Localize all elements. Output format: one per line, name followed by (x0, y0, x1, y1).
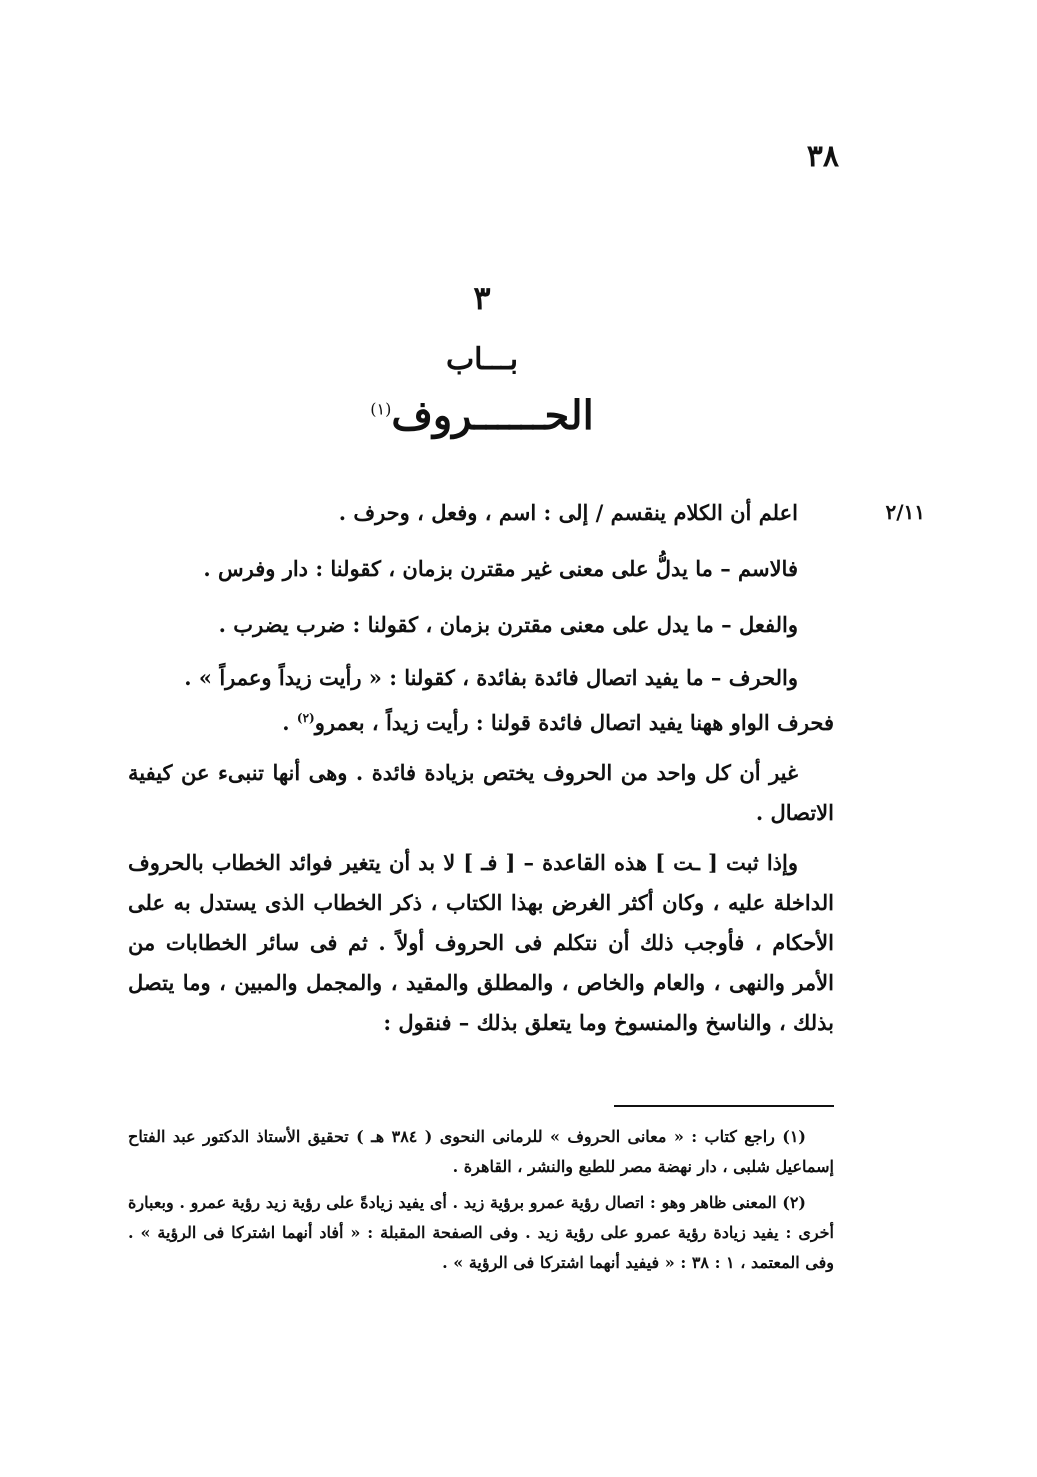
footnote-marker: (٢) (296, 711, 315, 725)
paragraph: فالاسم – ما يدلُّ على معنى غير مقترن بزمان ، كقولنا : دار وفرس . (203, 556, 798, 581)
paragraph: اعلم أن الكلام ينقسم / إلى : اسم ، وفعل ، وحرف . (338, 500, 798, 525)
chapter-title-text: الحــــــروف (391, 392, 594, 439)
footnotes (128, 1122, 834, 1284)
footnote-divider (614, 1105, 834, 1107)
chapter-number: ٣ (473, 279, 491, 317)
main-text (128, 490, 834, 1053)
chapter-title-footnote-marker: (١) (370, 399, 392, 419)
chapter-title (0, 392, 964, 440)
paragraph: والحرف – ما يفيد اتصال فائدة بفائدة ، كقولنا : « رأيت زيداً وعمراً » . (184, 665, 798, 690)
paragraph-end: . (282, 710, 297, 735)
page-number: ٣٨ (806, 139, 839, 174)
paragraph: والفعل – ما يدل على معنى مقترن بزمان ، كقولنا : ضرب يضرب . (218, 612, 798, 637)
paragraph: وإذا ثبت [ ـت ] هذه القاعدة – [ فـ ] لا بد أن يتغير فوائد الخطاب بالحروف الداخلة عليه ، وكان أكثر الغرض بهذا الكتاب ، ذكر الخطاب الذى يستدل به على الأحكام ، فأوجب ذلك أن نتكلم فى الحروف أولاً . ثم فى سائر الخطابات من الأمر والنهى ، والعام والخاص ، والمطلق والمقيد ، والمجمل والمبين ، وما يتصل بذلك ، والناسخ والمنسوخ وما يتعلق بذلك – فنقول : (128, 850, 834, 1035)
footnote: (١) راجع كتاب : « معانى الحروف » للرمانى النحوى ( ٣٨٤ هـ ) تحقيق الأستاذ الدكتور عبد الفتاح إسماعيل شلبى ، دار نهضة مصر للطبع والنشر ، القاهرة . (128, 1127, 834, 1176)
paragraph-group (128, 658, 834, 743)
paragraph: فحرف الواو ههنا يفيد اتصال فائدة قولنا : رأيت زيداً ، بعمرو (314, 710, 834, 735)
chapter-word: بـــاب (445, 342, 519, 377)
margin-reference: ٢/١١ (885, 500, 925, 524)
footnote: (٢) المعنى ظاهر وهو : اتصال رؤية عمرو برؤية زيد . أى يفيد زيادةً على رؤية زيد رؤية عمرو . وبعبارة أخرى : يفيد زيادة رؤية عمرو على رؤية زيد . وفى الصفحة المقبلة : « أفاد أنهما اشتركا فى الرؤية » . وفى المعتمد ، ١ : ٣٨ : « فيفيد أنهما اشتركا فى الرؤية » . (128, 1193, 834, 1272)
paragraph: غير أن كل واحد من الحروف يختص بزيادة فائدة . وهى أنها تنبىء عن كيفية الاتصال . (128, 760, 834, 825)
